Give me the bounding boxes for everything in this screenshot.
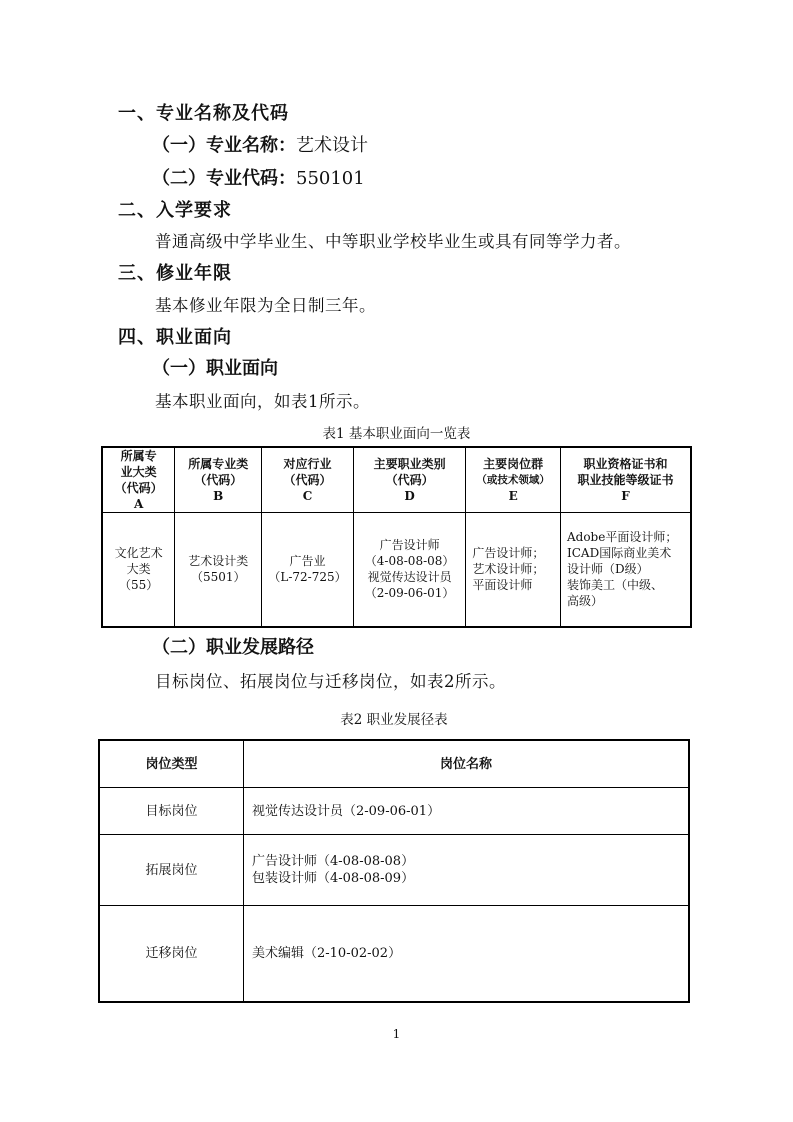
subsection-career-orientation: （一）职业面向 bbox=[152, 358, 278, 379]
table1-cell-positions: 广告设计师； 艺术设计师； 平面设计师 bbox=[466, 513, 561, 627]
table2-names-extended: 广告设计师（4-08-08-08） 包装设计师（4-08-08-09） bbox=[244, 835, 690, 906]
section-4-heading: 四、职业面向 bbox=[118, 327, 232, 348]
major-name-label: （一）专业名称： bbox=[152, 135, 296, 156]
table1-header-row bbox=[102, 447, 691, 513]
table1-caption: 表1 基本职业面向一览表 bbox=[322, 426, 471, 442]
table1-header-a: 所属专 业大类 （代码） A bbox=[102, 447, 175, 513]
section-1-heading: 一、专业名称及代码 bbox=[118, 103, 289, 124]
admission-text: 普通高级中学毕业生、中等职业学校毕业生或具有同等学力者。 bbox=[155, 232, 631, 251]
table-row bbox=[99, 906, 689, 1002]
table1-header-e: 主要岗位群 （或技术领域） E bbox=[466, 447, 561, 513]
table2-header-type: 岗位类型 bbox=[99, 740, 244, 788]
table1-cell-certificates: Adobe平面设计师； ICAD国际商业美术 设计师（D级） 装饰美工（中级、 高级） bbox=[560, 513, 691, 627]
major-code-label: （二）专业代码： bbox=[152, 168, 296, 189]
major-code-value: 550101 bbox=[296, 168, 365, 189]
table1-header-f: 职业资格证书和 职业技能等级证书 F bbox=[560, 447, 691, 513]
table2-type-target: 目标岗位 bbox=[99, 788, 244, 835]
career-path-table bbox=[98, 739, 690, 1003]
table1-cell-category: 文化艺术 大类 （55） bbox=[102, 513, 175, 627]
table2-type-transfer: 迁移岗位 bbox=[99, 906, 244, 1002]
table1-cell-occupation: 广告设计师 （4-08-08-08） 视觉传达设计员 （2-09-06-01） bbox=[353, 513, 466, 627]
table2-header-row bbox=[99, 740, 689, 788]
table1-cell-industry: 广告业 （L-72-725） bbox=[262, 513, 354, 627]
table2-names-target: 视觉传达设计员（2-09-06-01） bbox=[244, 788, 690, 835]
section-2-heading: 二、入学要求 bbox=[118, 200, 232, 221]
duration-text: 基本修业年限为全日制三年。 bbox=[155, 296, 376, 315]
table2-names-transfer: 美术编辑（2-10-02-02） bbox=[244, 906, 690, 1002]
table2-intro-text: 目标岗位、拓展岗位与迁移岗位，如表2所示。 bbox=[155, 672, 506, 691]
table-row bbox=[99, 788, 689, 835]
table-row bbox=[102, 513, 691, 627]
major-name-value: 艺术设计 bbox=[296, 135, 368, 156]
section-3-heading: 三、修业年限 bbox=[118, 263, 232, 284]
table-row bbox=[99, 835, 689, 906]
subsection-career-path: （二）职业发展路径 bbox=[152, 637, 314, 658]
table2-caption: 表2 职业发展径表 bbox=[340, 712, 448, 728]
major-code-line bbox=[152, 167, 365, 191]
table2-type-extended: 拓展岗位 bbox=[99, 835, 244, 906]
table1-header-c: 对应行业 （代码） C bbox=[262, 447, 354, 513]
table2-header-name: 岗位名称 bbox=[244, 740, 690, 788]
table1-intro-text: 基本职业面向，如表1所示。 bbox=[155, 392, 370, 411]
page-number: 1 bbox=[392, 1027, 401, 1041]
table1-header-b: 所属专业类 （代码） B bbox=[175, 447, 262, 513]
table1-header-d: 主要职业类别 （代码） D bbox=[353, 447, 466, 513]
table1-cell-major-class: 艺术设计类 （5501） bbox=[175, 513, 262, 627]
major-name-line bbox=[152, 134, 368, 158]
career-orientation-table bbox=[101, 446, 692, 628]
